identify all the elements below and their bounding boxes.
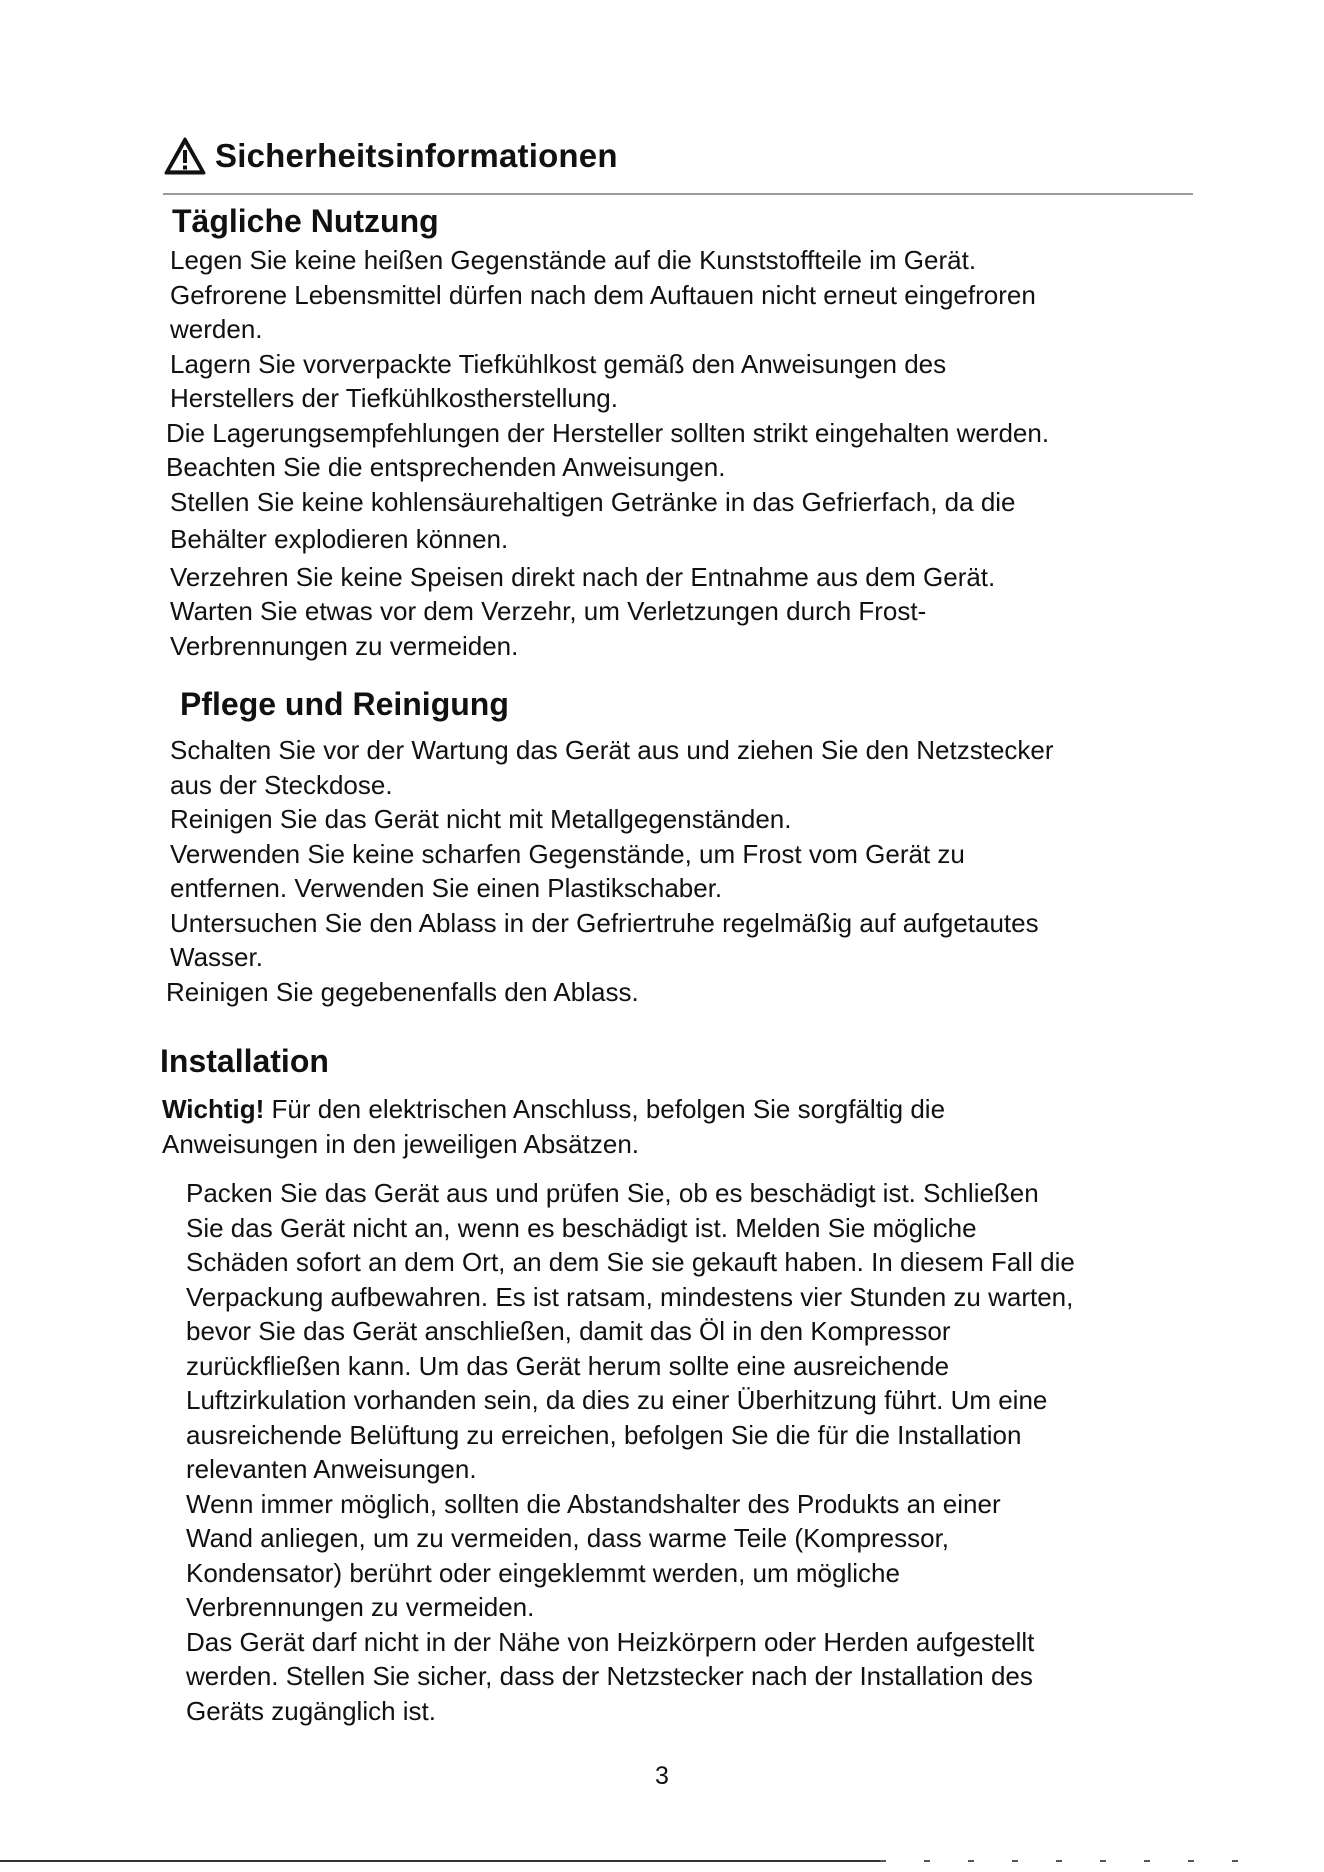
text-line: Verzehren Sie keine Speisen direkt nach der Entnahme aus dem Gerät. — [170, 561, 996, 592]
text-line: werden. — [170, 314, 263, 344]
text-line: entfernen. Verwenden Sie einen Plastikschaber. — [170, 873, 723, 903]
page-title: Sicherheitsinformationen — [215, 137, 618, 174]
text-line: ausreichende Belüftung zu erreichen, befolgen Sie die für die Installation — [186, 1419, 1022, 1450]
text-line: Herstellers der Tiefkühlkostherstellung. — [170, 383, 618, 413]
important-label: Wichtig! — [162, 1094, 265, 1124]
text-line: Verpackung aufbewahren. Es ist ratsam, mindestens vier Stunden zu warten, — [186, 1281, 1074, 1312]
bottom-dashed-divider — [880, 1860, 1250, 1862]
text-line: Verwenden Sie keine scharfen Gegenstände, um Frost vom Gerät zu — [170, 838, 965, 869]
heading-installation: Installation — [160, 1043, 329, 1079]
text-line: werden. Stellen Sie sicher, dass der Netzstecker nach der Installation des — [186, 1661, 1033, 1691]
text-line: Die Lagerungsempfehlungen der Hersteller sollten strikt eingehalten werden. — [166, 417, 1050, 448]
text-line: Reinigen Sie das Gerät nicht mit Metallgegenständen. — [170, 804, 792, 834]
text-line: bevor Sie das Gerät anschließen, damit das Öl in den Kompressor — [186, 1316, 951, 1346]
important-text: Für den elektrischen Anschluss, befolgen Sie sorgfältig die — [264, 1094, 946, 1124]
text-line: Untersuchen Sie den Ablass in der Gefriertruhe regelmäßig auf aufgetautes — [170, 907, 1039, 938]
daily-use-text — [166, 243, 1050, 663]
text-line: Stellen Sie keine kohlensäurehaltigen Getränke in das Gefrierfach, da die — [170, 486, 1016, 517]
text-line: Anweisungen in den jeweiligen Absätzen. — [162, 1128, 640, 1159]
text-line — [162, 1092, 945, 1127]
text-line: aus der Steckdose. — [170, 769, 393, 800]
text-line: Reinigen Sie gegebenenfalls den Ablass. — [166, 976, 639, 1007]
page-number: 3 — [655, 1762, 669, 1790]
care-cleaning-text — [166, 733, 1054, 1009]
text-line: Packen Sie das Gerät aus und prüfen Sie, ob es beschädigt ist. Schließen — [186, 1178, 1039, 1208]
text-line: Lagern Sie vorverpackte Tiefkühlkost gemäß den Anweisungen des — [170, 348, 947, 379]
heading-daily-use: Tägliche Nutzung — [172, 203, 439, 239]
text-line: relevanten Anweisungen. — [186, 1454, 477, 1484]
text-line: Warten Sie etwas vor dem Verzehr, um Verletzungen durch Frost- — [170, 596, 927, 626]
text-line: zurückfließen kann. Um das Gerät herum sollte eine ausreichende — [186, 1350, 950, 1381]
text-line: Kondensator) berührt oder eingeklemmt werden, um mögliche — [186, 1557, 900, 1588]
text-line: Verbrennungen zu vermeiden. — [186, 1592, 535, 1622]
installation-important-note — [162, 1092, 945, 1161]
bottom-divider — [0, 1860, 880, 1862]
page-title-row — [163, 136, 618, 176]
text-line: Verbrennungen zu vermeiden. — [170, 630, 519, 661]
title-divider — [163, 193, 1193, 195]
text-line: Geräts zugänglich ist. — [186, 1695, 437, 1726]
heading-care-cleaning: Pflege und Reinigung — [180, 686, 509, 722]
text-line: Luftzirkulation vorhanden sein, da dies zu einer Überhitzung führt. Um eine — [186, 1385, 1048, 1415]
text-line: Legen Sie keine heißen Gegenstände auf die Kunststoffteile im Gerät. — [170, 245, 977, 275]
text-line: Wasser. — [170, 942, 263, 972]
text-line: Sie das Gerät nicht an, wenn es beschädigt ist. Melden Sie mögliche — [186, 1212, 977, 1243]
text-line: Wenn immer möglich, sollten die Abstandshalter des Produkts an einer — [186, 1488, 1001, 1519]
text-line: Gefrorene Lebensmittel dürfen nach dem Auftauen nicht erneut eingefroren — [170, 279, 1036, 310]
text-line: Behälter explodieren können. — [170, 524, 509, 554]
text-line: Das Gerät darf nicht in der Nähe von Heizkörpern oder Herden aufgestellt — [186, 1626, 1035, 1657]
text-line: Beachten Sie die entsprechenden Anweisungen. — [166, 452, 726, 482]
text-line: Schäden sofort an dem Ort, an dem Sie sie gekauft haben. In diesem Fall die — [186, 1247, 1075, 1277]
installation-text — [186, 1176, 1075, 1728]
text-line: Schalten Sie vor der Wartung das Gerät aus und ziehen Sie den Netzstecker — [170, 735, 1054, 765]
warning-triangle-icon — [163, 136, 207, 176]
text-line: Wand anliegen, um zu vermeiden, dass warme Teile (Kompressor, — [186, 1523, 950, 1553]
